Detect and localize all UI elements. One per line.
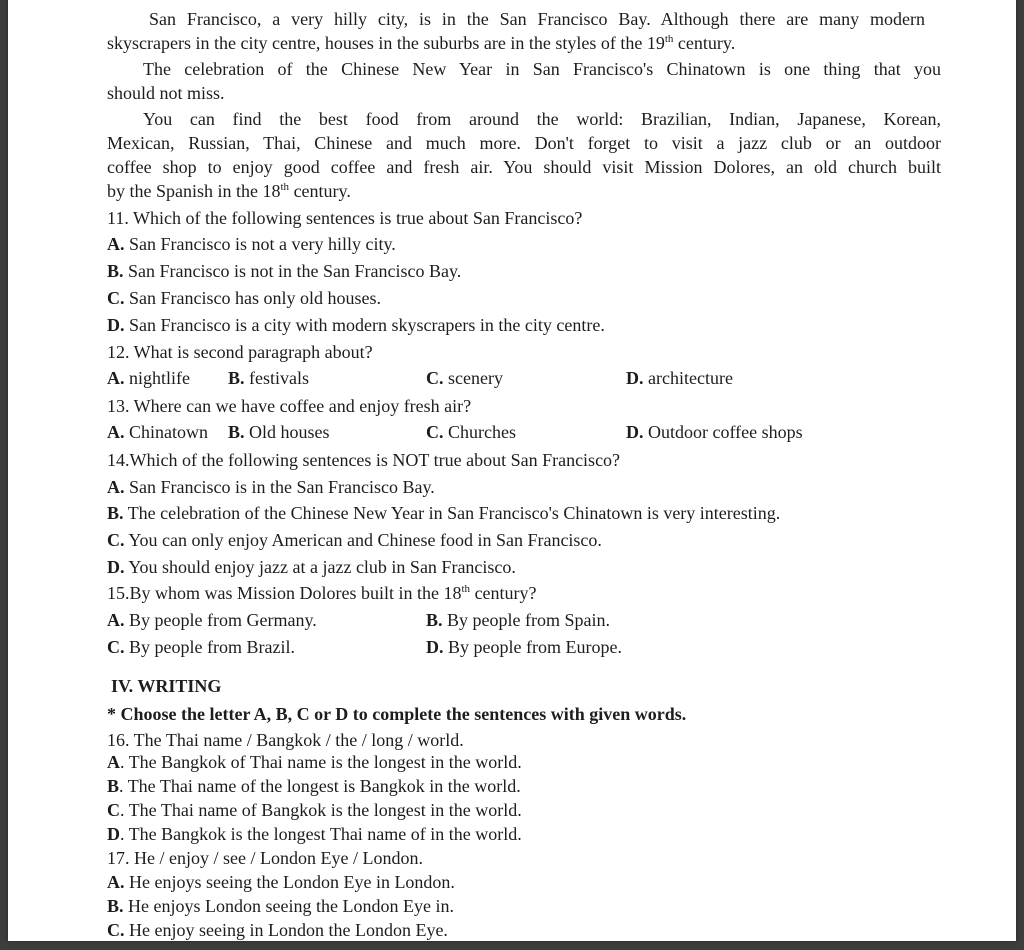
option-letter: D.	[626, 368, 644, 388]
option-text: By people from Germany.	[124, 610, 317, 630]
q17-option-b	[107, 895, 454, 917]
q16-option-d	[107, 823, 522, 845]
option-text: . The Bangkok is the longest Thai name of in the world.	[120, 824, 522, 844]
option-letter: D	[107, 824, 120, 844]
option-text: You can only enjoy American and Chinese food in San Francisco.	[124, 530, 602, 550]
option-text: . The Bangkok of Thai name is the longest in the world.	[120, 752, 522, 772]
option-text: You should enjoy jazz at a jazz club in San Francisco.	[124, 557, 516, 577]
superscript: th	[280, 181, 290, 193]
q12-stem: 12. What is second paragraph about?	[107, 342, 373, 362]
q12-option-b	[228, 367, 309, 389]
option-letter: C.	[426, 422, 444, 442]
text: by the Spanish in the 18	[107, 181, 281, 201]
superscript: th	[664, 33, 674, 45]
document-page	[8, 0, 1016, 941]
option-text: Churches	[443, 422, 516, 442]
writing-instruction: * Choose the letter A, B, C or D to complete the sentences with given words.	[107, 704, 687, 724]
option-letter: B.	[107, 896, 124, 916]
option-letter: C.	[107, 530, 125, 550]
text: 15.By whom was Mission Dolores built in the 18	[107, 583, 462, 603]
q14-option-d	[107, 556, 516, 578]
q16-option-c	[107, 799, 522, 821]
option-letter: D.	[426, 637, 444, 657]
q11-stem: 11. Which of the following sentences is true about San Francisco?	[107, 208, 583, 228]
option-text: He enjoy seeing in London the London Eye.	[124, 920, 448, 940]
option-letter: A.	[107, 477, 125, 497]
option-text: Old houses	[244, 422, 330, 442]
option-letter: C.	[426, 368, 444, 388]
passage-p3-line3: coffee shop to enjoy good coffee and fresh air. You should visit Mission Dolores, an old church built	[107, 157, 941, 177]
option-text: San Francisco has only old houses.	[124, 288, 381, 308]
q13-option-c	[426, 421, 516, 443]
option-text: San Francisco is a city with modern skyscrapers in the city centre.	[124, 315, 605, 335]
option-letter: B.	[107, 503, 124, 523]
option-text: He enjoys seeing the London Eye in London.	[124, 872, 455, 892]
option-letter: D.	[626, 422, 644, 442]
option-text: He enjoys London seeing the London Eye in.	[123, 896, 454, 916]
passage-p3-line1: You can find the best food from around the world: Brazilian, Indian, Japanese, Korean,	[143, 109, 941, 129]
q16-option-b	[107, 775, 521, 797]
text: century.	[289, 181, 351, 201]
option-letter: A.	[107, 610, 125, 630]
option-text: Outdoor coffee shops	[643, 422, 803, 442]
option-text: San Francisco is in the San Francisco Bay.	[124, 477, 435, 497]
option-letter: D.	[107, 315, 125, 335]
option-text: Chinatown	[124, 422, 208, 442]
option-letter: B	[107, 776, 120, 796]
option-text: . The Thai name of the longest is Bangkok in the world.	[119, 776, 521, 796]
q13-option-b	[228, 421, 330, 443]
q13-stem: 13. Where can we have coffee and enjoy fresh air?	[107, 396, 472, 416]
q14-option-c	[107, 529, 602, 551]
q13-option-d	[626, 421, 803, 443]
option-letter: C.	[107, 637, 125, 657]
q15-option-c	[107, 636, 295, 658]
text: century?	[470, 583, 537, 603]
option-letter: B.	[228, 368, 245, 388]
option-letter: A.	[107, 872, 125, 892]
option-text: festivals	[244, 368, 310, 388]
passage-p1-line2	[107, 32, 735, 54]
option-letter: C.	[107, 920, 125, 940]
q17-stem: 17. He / enjoy / see / London Eye / London.	[107, 848, 423, 868]
passage-p2-line2: should not miss.	[107, 83, 225, 103]
q11-option-c	[107, 287, 381, 309]
passage-p1-line1: San Francisco, a very hilly city, is in the San Francisco Bay. Although there are many modern	[149, 9, 925, 29]
text: skyscrapers in the city centre, houses in the suburbs are in the styles of the 19	[107, 33, 665, 53]
section-heading-writing: IV. WRITING	[111, 676, 222, 696]
option-letter: A.	[107, 234, 125, 254]
option-text: By people from Europe.	[443, 637, 622, 657]
q15-stem	[107, 582, 537, 604]
option-letter: C	[107, 800, 120, 820]
q16-option-a	[107, 751, 522, 773]
text: century.	[673, 33, 736, 53]
q11-option-d	[107, 314, 605, 336]
q11-option-a	[107, 233, 396, 255]
option-letter: B.	[426, 610, 443, 630]
q15-option-a	[107, 609, 317, 631]
option-letter: A	[107, 752, 120, 772]
option-letter: D.	[107, 557, 125, 577]
q14-option-b	[107, 502, 780, 524]
option-text: scenery	[443, 368, 503, 388]
q17-option-a	[107, 871, 455, 893]
option-letter: A.	[107, 422, 125, 442]
option-text: . The Thai name of Bangkok is the longest in the world.	[120, 800, 522, 820]
q15-option-b	[426, 609, 610, 631]
option-text: nightlife	[124, 368, 190, 388]
option-text: San Francisco is not in the San Francisco Bay.	[123, 261, 462, 281]
q16-stem: 16. The Thai name / Bangkok / the / long / world.	[107, 730, 464, 750]
q12-option-d	[626, 367, 733, 389]
option-text: The celebration of the Chinese New Year in San Francisco's Chinatown is very interesting.	[123, 503, 781, 523]
option-text: architecture	[643, 368, 733, 388]
superscript: th	[461, 583, 471, 595]
option-letter: C.	[107, 288, 125, 308]
q17-option-c	[107, 919, 448, 941]
option-letter: B.	[107, 261, 124, 281]
option-letter: A.	[107, 368, 125, 388]
q11-option-b	[107, 260, 461, 282]
option-text: By people from Brazil.	[124, 637, 295, 657]
q14-option-a	[107, 476, 435, 498]
passage-p2-line1: The celebration of the Chinese New Year in San Francisco's Chinatown is one thing that you	[143, 59, 941, 79]
q15-option-d	[426, 636, 622, 658]
passage-p3-line2: Mexican, Russian, Thai, Chinese and much more. Don't forget to visit a jazz club or an outdoor	[107, 133, 941, 153]
passage-p3-line4	[107, 180, 351, 202]
option-text: By people from Spain.	[442, 610, 610, 630]
option-letter: B.	[228, 422, 245, 442]
q12-option-c	[426, 367, 503, 389]
q13-option-a	[107, 421, 208, 443]
q12-option-a	[107, 367, 190, 389]
option-text: San Francisco is not a very hilly city.	[124, 234, 396, 254]
q14-stem: 14.Which of the following sentences is NOT true about San Francisco?	[107, 450, 621, 470]
